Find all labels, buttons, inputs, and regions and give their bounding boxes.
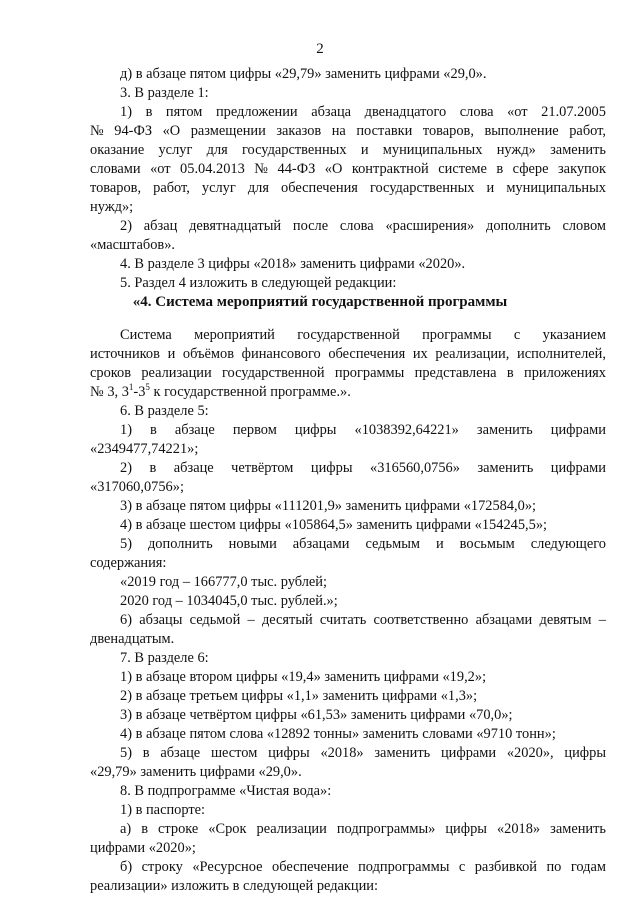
- word: финансового: [241, 346, 321, 362]
- word: абзацы: [139, 612, 183, 628]
- word: –: [598, 612, 606, 628]
- word: следующего: [530, 536, 606, 552]
- word: №: [90, 123, 104, 139]
- text-line: «29,79» заменить цифрами «29,0».: [90, 764, 302, 780]
- word: обеспечения: [328, 346, 406, 362]
- text-line: 4. В разделе 3 цифры «2018» заменить цифрами «2020».: [120, 256, 466, 272]
- word: «О: [162, 123, 181, 139]
- word: для: [206, 142, 228, 158]
- word: «316560,0756»: [370, 460, 460, 476]
- word: «от: [150, 161, 171, 177]
- word: «2020»,: [506, 745, 554, 761]
- word: «Срок: [208, 821, 247, 837]
- word: размещении: [190, 123, 266, 139]
- text-line: [90, 141, 606, 160]
- text-line: «масштабов».: [90, 237, 176, 253]
- word: в: [506, 365, 514, 381]
- text-fragment: № 3, 3: [90, 384, 129, 400]
- word: и: [167, 346, 176, 362]
- word: государственной: [222, 365, 325, 381]
- word: цифры: [310, 460, 353, 476]
- text-line: [90, 122, 606, 141]
- word: седьмой: [189, 612, 241, 628]
- word: абзацами: [475, 612, 533, 628]
- word: работ,: [153, 180, 190, 196]
- word: заменить: [550, 821, 606, 837]
- word: разбивкой: [474, 859, 537, 875]
- word: обеспечение: [272, 859, 349, 875]
- word: сроков: [90, 365, 132, 381]
- word: цифрами: [440, 745, 497, 761]
- word: первом: [232, 422, 277, 438]
- superscript: 5: [145, 382, 150, 393]
- word: государственной: [297, 327, 400, 343]
- word: заменить: [476, 422, 533, 438]
- word: словами: [90, 161, 141, 177]
- word: 5): [120, 745, 132, 761]
- word: двенадцатого: [364, 104, 447, 120]
- word: №: [254, 161, 269, 177]
- word: в: [150, 422, 157, 438]
- word: абзаце: [174, 422, 215, 438]
- word: и: [435, 536, 444, 552]
- word: в: [496, 161, 504, 177]
- word: государственных: [369, 180, 475, 196]
- text-line: «2019 год – 166777,0 тыс. рублей;: [120, 574, 327, 590]
- word: цифры: [294, 422, 337, 438]
- word: дополнить: [486, 218, 551, 234]
- word: абзаце: [173, 460, 214, 476]
- word: объёмов: [182, 346, 235, 362]
- word: закупок: [558, 161, 606, 177]
- word: в: [141, 821, 148, 837]
- word: «от: [507, 104, 528, 120]
- superscript: 1: [128, 382, 134, 393]
- word: подпрограммы: [358, 859, 450, 875]
- text-line: 4) в абзаце пятом слова «12892 тонны» заменить словами «9710 тонн»;: [120, 726, 556, 742]
- word: «расширения»: [385, 218, 475, 234]
- text-line: [120, 611, 606, 630]
- word: программы: [422, 327, 492, 343]
- text-line: [120, 217, 606, 236]
- word: «Ресурсное: [192, 859, 263, 875]
- word: 44-ФЗ: [277, 161, 316, 177]
- word: услуг: [201, 180, 236, 196]
- word: цифры: [564, 745, 606, 761]
- word: в: [149, 460, 157, 476]
- text-line: [120, 421, 606, 440]
- word: заменить: [374, 745, 431, 761]
- word: заказов: [276, 123, 322, 139]
- word: цифры: [445, 821, 487, 837]
- word: «О: [324, 161, 343, 177]
- text-line: реализации» изложить в следующей редакции:: [90, 878, 379, 894]
- word: контрактной: [351, 161, 429, 177]
- word: муниципальных: [506, 180, 606, 196]
- word: обеспечения: [281, 180, 358, 196]
- text-line: [120, 858, 606, 877]
- word: представлена: [414, 365, 497, 381]
- word: реализации: [141, 365, 212, 381]
- word: десятый: [261, 612, 313, 628]
- word: 1): [120, 104, 132, 120]
- word: указанием: [542, 327, 606, 343]
- section-heading: 3. В разделе 1:: [120, 85, 209, 101]
- text-line: 1) в паспорте:: [120, 802, 206, 818]
- word: считать: [319, 612, 367, 628]
- word: цифрами: [550, 422, 606, 438]
- word: государственных: [242, 142, 347, 158]
- text-line: 2) в абзаце третьем цифры «1,1» заменить цифрами «1,3»;: [120, 688, 478, 704]
- word: программы: [334, 365, 405, 381]
- text-line: 2020 год – 1034045,0 тыс. рублей.»;: [120, 593, 338, 609]
- word: их: [412, 346, 428, 362]
- word: соответственно: [373, 612, 469, 628]
- word: приложениях: [524, 365, 606, 381]
- word: на: [331, 123, 346, 139]
- word: после: [292, 218, 329, 234]
- word: в: [145, 104, 153, 120]
- text-line: [120, 744, 606, 763]
- word: в: [142, 745, 150, 761]
- text-line: содержания:: [90, 555, 167, 571]
- word: новыми: [228, 536, 277, 552]
- word: системе: [438, 161, 487, 177]
- section-title: «4. Система мероприятий государственной программы: [132, 294, 508, 310]
- word: оказание: [90, 142, 145, 158]
- word: и: [486, 180, 495, 196]
- word: а): [120, 821, 132, 837]
- word: реализации,: [435, 346, 510, 362]
- word: 21.07.2005: [541, 104, 606, 120]
- word: слова: [339, 218, 374, 234]
- word: четвёртом: [231, 460, 294, 476]
- word: цифрами: [550, 460, 606, 476]
- text-line: [120, 535, 606, 554]
- text-line: [120, 820, 606, 839]
- word: слова: [459, 104, 494, 120]
- word: строку: [141, 859, 183, 875]
- word: абзацами: [292, 536, 350, 552]
- word: дополнить: [147, 536, 213, 552]
- word: товаров,: [90, 180, 142, 196]
- word: услуг: [158, 142, 193, 158]
- word: б): [120, 859, 133, 875]
- text-line: «317060,0756»;: [90, 479, 184, 495]
- word: годам: [570, 859, 606, 875]
- text-line: цифрами «2020»;: [90, 840, 196, 856]
- text-line: [90, 345, 606, 364]
- text-line: [90, 160, 606, 179]
- word: нужд»: [496, 142, 536, 158]
- word: строке: [158, 821, 199, 837]
- word: «1038392,64221»: [354, 422, 459, 438]
- word: восьмым: [459, 536, 515, 552]
- text-fragment: к государственной программе.».: [149, 384, 351, 400]
- word: по: [546, 859, 562, 875]
- word: –: [247, 612, 255, 628]
- word: сфере: [512, 161, 549, 177]
- word: исполнителей,: [517, 346, 606, 362]
- word: реализации: [256, 821, 327, 837]
- word: «2018»: [496, 821, 541, 837]
- word: подпрограммы»: [336, 821, 436, 837]
- word: поставки: [356, 123, 413, 139]
- word: седьмым: [365, 536, 420, 552]
- word: 1): [120, 422, 132, 438]
- text-fragment: -3: [133, 384, 146, 400]
- text-line: 1) в абзаце втором цифры «19,4» заменить цифрами «19,2»;: [120, 669, 487, 685]
- word: 5): [120, 536, 132, 552]
- word: источников: [90, 346, 160, 362]
- word: девятнадцатый: [189, 218, 282, 234]
- section-heading: 8. В подпрограмме «Чистая вода»:: [120, 783, 332, 799]
- word: и: [360, 142, 369, 158]
- text-line: двенадцатым.: [90, 631, 175, 647]
- word: 94-ФЗ: [114, 123, 153, 139]
- word: 05.04.2013: [180, 161, 245, 177]
- text-line: [120, 459, 606, 478]
- text-line: 5. Раздел 4 изложить в следующей редакции:: [120, 275, 397, 291]
- word: муниципальных: [382, 142, 483, 158]
- text-line: 3) в абзаце четвёртом цифры «61,53» заменить цифрами «70,0»;: [120, 707, 513, 723]
- section-heading: 6. В разделе 5:: [120, 403, 209, 419]
- word: абзаце: [160, 745, 201, 761]
- word: «2018»: [320, 745, 364, 761]
- word: словом: [562, 218, 606, 234]
- word: абзаца: [311, 104, 352, 120]
- page-number: 2: [316, 41, 324, 57]
- word: абзац: [143, 218, 178, 234]
- text-line: [90, 383, 351, 402]
- word: работ,: [569, 123, 606, 139]
- section-heading: 7. В разделе 6:: [120, 650, 209, 666]
- word: выполнение: [484, 123, 559, 139]
- word: заменить: [550, 142, 606, 158]
- word: цифры: [268, 745, 310, 761]
- word: товаров,: [422, 123, 474, 139]
- word: предложении: [215, 104, 298, 120]
- text-line: [90, 364, 606, 383]
- text-line: «2349477,74221»;: [90, 441, 199, 457]
- word: заменить: [477, 460, 534, 476]
- word: девятым: [539, 612, 592, 628]
- word: 6): [120, 612, 132, 628]
- text-line: [120, 326, 606, 345]
- text-line: 3) в абзаце пятом цифры «111201,9» заменить цифрами «172584,0»;: [120, 498, 537, 514]
- text-line: д) в абзаце пятом цифры «29,79» заменить цифрами «29,0».: [120, 66, 487, 82]
- word: для: [247, 180, 269, 196]
- text-line: [90, 179, 606, 198]
- word: шестом: [210, 745, 258, 761]
- word: мероприятий: [194, 327, 275, 343]
- word: 2): [120, 218, 132, 234]
- word: пятом: [165, 104, 203, 120]
- word: с: [513, 327, 521, 343]
- word: с: [458, 859, 466, 875]
- text-line: [120, 103, 606, 122]
- text-line: нужд»;: [90, 199, 134, 215]
- word: Система: [120, 327, 172, 343]
- word: 2): [120, 460, 132, 476]
- text-line: 4) в абзаце шестом цифры «105864,5» заменить цифрами «154245,5»;: [120, 517, 548, 533]
